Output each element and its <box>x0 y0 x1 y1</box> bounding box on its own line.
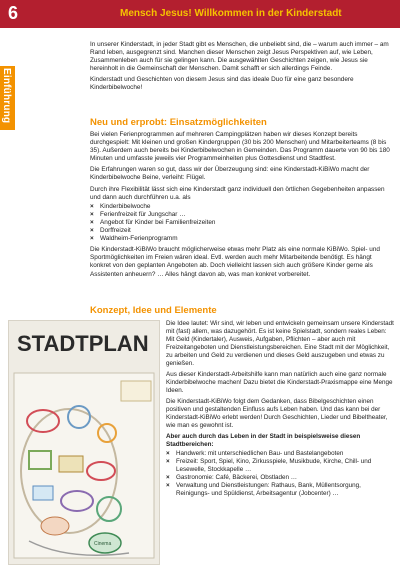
list-item: × Verwaltung und Dienstleistungen: Rathaus, Bank, Müllentsorgung, Reinigungs- und Spüldienst, Arbeitsagentur (Jobcenter) … <box>166 482 394 498</box>
list-item: × Waldheim-Ferienprogramm <box>90 235 390 243</box>
section1-paragraph-1: Bei vielen Ferienprogrammen auf mehreren Campingplätzen haben wir dieses Konzept bereits durchgespielt: Mit kleinen und großen Kindergruppen (30 bis 200 Menschen) und Mitarbeiterteams (8 bis 35). Außerdem auch bereits bei Kinderbibelwochen in Gemeinden. Das Programm dauerte von 90 bis 180 Minuten und umfasste jeweils vier Programmeinheiten plus Gottesdienst und Stadtfest. <box>90 131 390 163</box>
section1-paragraph-4: Die Kinderstadt-KiBiWo braucht möglicherweise etwas mehr Platz als eine normale KiBiWo. Spiel- und Sportmöglichkeiten im Freien wären ideal. Evtl. werden auch mehr Mitarbeitende benötigt. Es hängt konkret von den geplanten Angeboten ab. Doch vielleicht lassen sich auch größere Kinder gerne als Assistenten anheuern? … Alles hängt davon ab, was man konkret vorbereitet. <box>90 246 380 278</box>
side-tab-label: Einführung <box>1 68 12 124</box>
stadtplan-photo <box>8 320 160 565</box>
poster-cinema-label: Cinema <box>94 541 112 547</box>
city-areas-list <box>166 450 394 498</box>
header-title: Mensch Jesus! Willkommen in der Kinderstadt <box>120 8 342 19</box>
section2-paragraph-1: Die Idee lautet: Wir sind, wir leben und entwickeln gemeinsam unsere Kinderstadt mit (fast) allem, was dazugehört. Es ist keine Spielstadt, sondern reales Leben: Mit Geld (Kindertaler), Ausweis, Aufgaben, Pflichten – aber auch mit Freizeitangeboten und Dienstleistungsbereichen. Eine Stadt mit der Möglichkeit, zu arbeiten und Geld zu verdienen und dieses Geld auszugeben und etwas zu genießen. <box>166 320 394 367</box>
section2-paragraph-2: Aus dieser Kinderstadt-Arbeitshilfe kann man natürlich auch eine ganz normale Kinderbibelwoche machen! Dazu bietet die Kinderstadt-Praxismappe eine Menge Ideen. <box>166 371 393 394</box>
section1-paragraph-3: Durch ihre Flexibilität lässt sich eine Kinderstadt ganz individuell den örtlichen Gegebenheiten anpassen und dann auch durchführen u.a. als <box>90 185 385 201</box>
page-number: 6 <box>8 3 19 23</box>
poster-title: STADTPLAN <box>17 331 149 356</box>
stadtplan-poster-illustration <box>9 321 160 565</box>
section2-paragraph-4: Aber auch durch das Leben in der Stadt in beispielsweise diesen Stadtbereichen: <box>166 433 361 448</box>
list-item: × Kinderbibelwoche <box>90 203 390 211</box>
intro-paragraph-2: Kinderstadt und Geschichten von diesem Jesus sind das ideale Duo für eine ganz besondere Kinderbibelwoche! <box>90 76 354 92</box>
section-heading-konzept: Konzept, Idee und Elemente <box>90 305 217 316</box>
section-heading-einsatz: Neu und erprobt: Einsatzmöglichkeiten <box>90 117 267 128</box>
section1-body <box>90 131 390 282</box>
list-item: × Gastronomie: Café, Bäckerei, Obstladen … <box>166 474 394 482</box>
section2-paragraph-3: Die Kinderstadt-KiBiWo folgt dem Gedanken, dass Bibelgeschichten einen positiven und gestaltenden Einfluss aufs Leben haben. Und das kann bei der Kinderstadt-KiBiWo erlebt werden! Durch Geschichten, Lieder und Bibeltheater, wie man es gewohnt ist. <box>166 398 388 429</box>
list-item: × Ferienfreizeit für Jungschar … <box>90 211 390 219</box>
page-header <box>0 0 400 28</box>
intro-paragraph-1: In unserer Kinderstadt, in jeder Stadt gibt es Menschen, die unbeliebt sind, die – warum auch immer – am Rand leben, ausgegrenzt sind. Manchen dieser Menschen zeigt Jesus Perspektiven auf, wie Leben, Zusammenleben auch für sie gelingen kann. Die ausgewählten Geschichten zeigen, wie Jesus sie hereinholt in die Gemeinschaft der Menschen. Damit schafft er sich allerdings Feinde. <box>90 41 389 73</box>
section-side-tab <box>0 66 15 130</box>
list-item: × Handwerk: mit unterschiedlichen Bau- und Bastelangeboten <box>166 450 394 458</box>
section1-paragraph-2: Die Erfahrungen waren so gut, dass wir der Überzeugung sind: eine Kinderstadt-KiBiWo macht der Kinderbibelwoche Beine, verleiht: Flügel. <box>90 166 370 182</box>
usage-list <box>90 203 390 243</box>
section2-body <box>166 320 394 501</box>
intro-block <box>90 41 390 96</box>
list-item: × Angebot für Kinder bei Familienfreizeiten <box>90 219 390 227</box>
list-item: × Dorffreizeit <box>90 227 390 235</box>
list-item: × Freizeit: Sport, Spiel, Kino, Zirkusspiele, Musikbude, Kirche, Chill- und Lesewelle, Stockkapelle … <box>166 458 394 474</box>
